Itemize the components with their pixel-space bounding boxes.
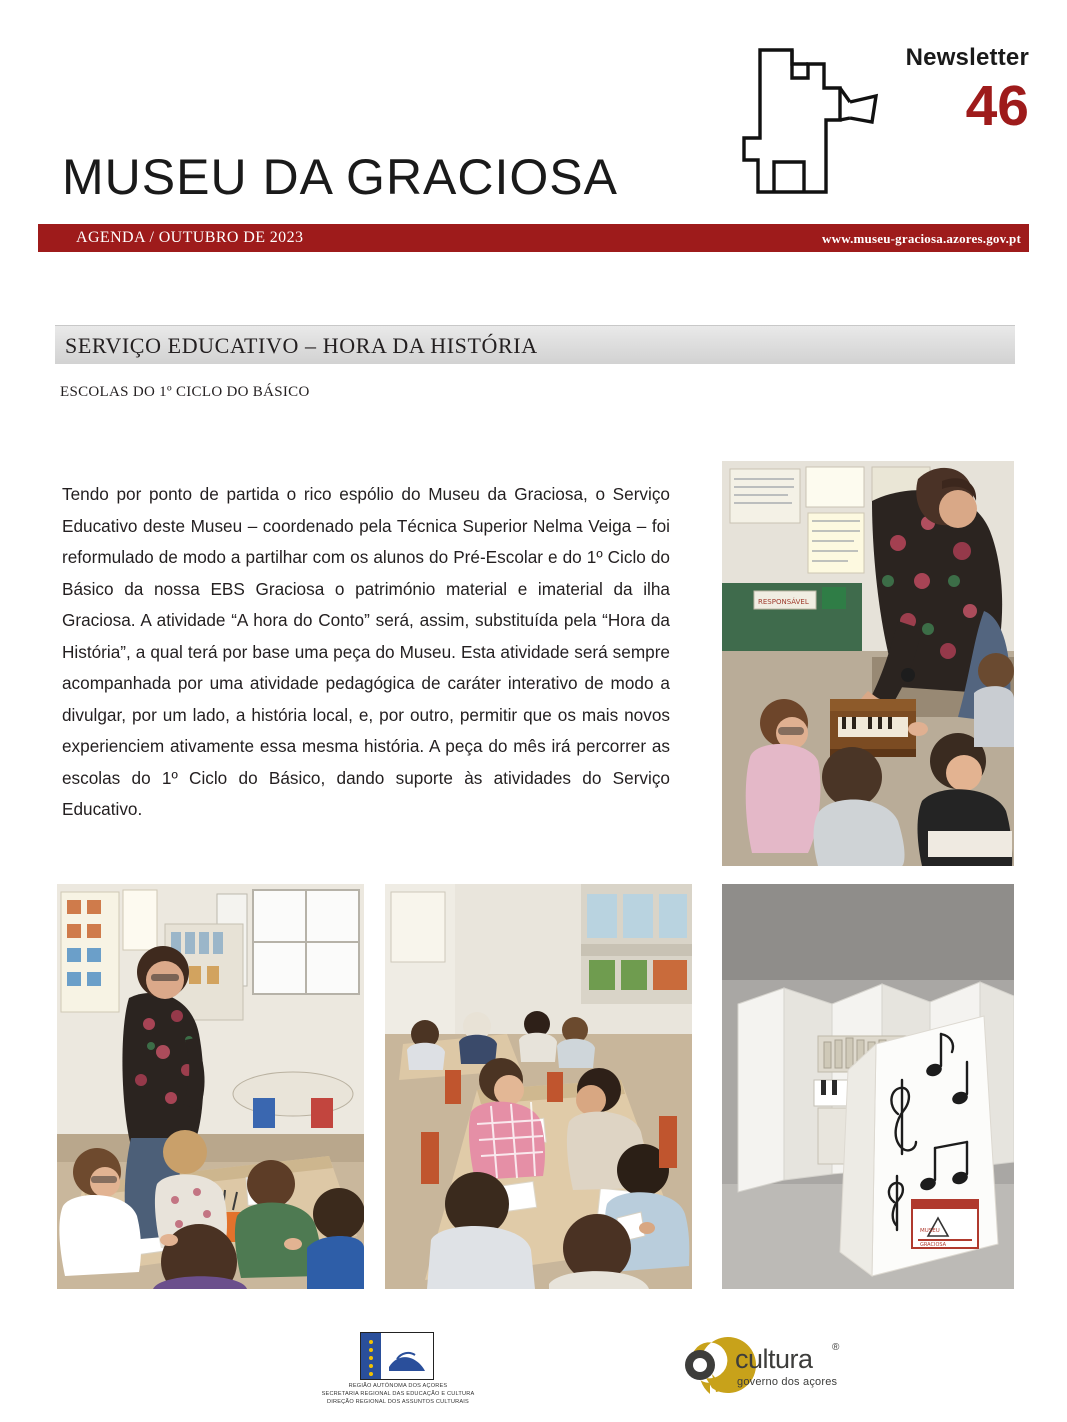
photo-workshop-organ [722, 461, 1014, 866]
svg-text:MUSEU: MUSEU [920, 1228, 940, 1234]
newsletter-label: Newsletter [905, 44, 1029, 71]
agenda-bar [38, 224, 1029, 252]
photo-classroom-activity-1 [57, 884, 364, 1289]
photo-workshop-organ-image [722, 461, 1014, 866]
gov-caption-line-2: SECRETARIA REGIONAL DAS EDUCAÇÃO E CULTURA [321, 1391, 475, 1397]
government-caption [300, 1382, 496, 1406]
cultura-wordmark: cultura [735, 1344, 813, 1374]
photo-classroom-activity-2 [385, 884, 692, 1289]
masthead [0, 0, 1067, 218]
section-subtitle: ESCOLAS DO 1º CICLO DO BÁSICO [60, 384, 310, 400]
windmill-icon [700, 42, 880, 217]
photo-paper-organ-model-image [722, 884, 1014, 1289]
section-title: SERVIÇO EDUCATIVO – HORA DA HISTÓRIA [65, 333, 538, 358]
azores-coat-of-arms-icon [361, 1333, 433, 1379]
azores-government-logo [360, 1332, 434, 1380]
photo-classroom-activity-2-image [385, 884, 692, 1289]
svg-text:RESPONSÁVEL: RESPONSÁVEL [758, 598, 809, 606]
cultura-subtitle: governo dos açores [737, 1376, 838, 1388]
agenda-date-label: AGENDA / OUTUBRO DE 2023 [76, 229, 304, 246]
museum-website-link[interactable]: www.museu-graciosa.azores.gov.pt [822, 231, 1021, 246]
photo-paper-organ-model [722, 884, 1014, 1289]
section-header-bar [55, 325, 1015, 364]
article-body: Tendo por ponto de partida o rico espólio do Museu da Graciosa, o Serviço Educativo deste Museu – coordenado pela Técnica Superior Nelma Veiga – foi reformulado de modo a partilhar com os alunos do Pré-Escolar e do 1º Ciclo do Básico da nossa EBS Graciosa o património material e imaterial da ilha Graciosa. A atividade “A hora do Conto” será, assim, substituída pela “Hora da História”, a qual terá por base uma peça do Museu. Esta atividade será sempre acompanhada por uma atividade pedagógica de caráter interativo de modo a divulgar, por um lado, a história local, e, por outro, permitir que os mais novos experienciem ativamente essa mesma história. A peça do mês irá percorrer as escolas do 1º Ciclo do Básico, dando suporte às atividades do Serviço Educativo. [62, 484, 670, 820]
newsletter-number: 46 [965, 74, 1029, 138]
photo-classroom-activity-1-image [57, 884, 364, 1289]
page-title: MUSEU DA GRACIOSA [62, 149, 618, 205]
cultura-registered-mark: ® [832, 1342, 840, 1353]
gov-caption-line-1: REGIÃO AUTÓNOMA DOS AÇORES [348, 1383, 448, 1389]
footer [0, 1330, 1067, 1422]
gov-caption-line-3: DIREÇÃO REGIONAL DOS ASSUNTOS CULTURAIS [327, 1399, 469, 1405]
svg-text:GRACIOSA: GRACIOSA [920, 1242, 947, 1248]
